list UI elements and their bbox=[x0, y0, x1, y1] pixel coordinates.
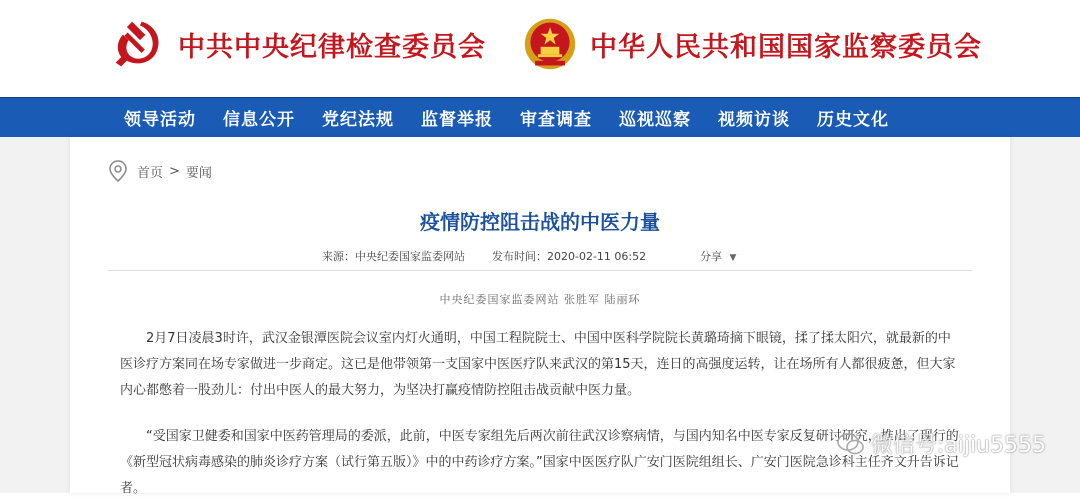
article-source bbox=[322, 248, 465, 264]
breadcrumb-home-link[interactable]: 首页 bbox=[137, 165, 164, 181]
nav-item-inspection[interactable]: 巡视巡察 bbox=[619, 110, 691, 130]
article-title: 疫情防控阻击战的中医力量 bbox=[420, 210, 660, 234]
source-label: 来源： bbox=[322, 250, 355, 263]
page-gutter-left bbox=[0, 137, 70, 493]
nav-item-investigation[interactable]: 审查调查 bbox=[520, 110, 592, 130]
ccdi-logo-block[interactable] bbox=[110, 16, 486, 72]
date-value: 2020-02-11 06:52 bbox=[547, 250, 647, 263]
nsc-logo-block[interactable] bbox=[522, 16, 982, 72]
caret-down-icon: ▼ bbox=[729, 253, 737, 263]
nsc-org-name: 中华人民共和国国家监察委员会 bbox=[590, 31, 982, 63]
share-button[interactable] bbox=[700, 248, 736, 264]
breadcrumb-separator: > bbox=[169, 163, 180, 179]
article-paragraph: 2月7日凌晨3时许，武汉金银潭医院会议室内灯火通明，中国工程院院士、中国中医科学院院长黄璐琦摘下眼镜，揉了揉太阳穴，就最新的中医诊疗方案同在场专家做进一步商定。这已是他带领第一支国家中医医疗队来武汉的第15天，连日的高强度运转，让在场所有人都很疲惫，但大家内心都憋着一股劲儿：付出中医人的最大努力，为坚决打赢疫情防控阻击战贡献中医力量。 bbox=[120, 331, 956, 398]
party-emblem-icon bbox=[110, 16, 166, 72]
location-pin-icon bbox=[108, 160, 128, 182]
nav-item-party-regulations[interactable]: 党纪法规 bbox=[322, 110, 394, 130]
date-label: 发布时间： bbox=[492, 250, 547, 263]
article-byline: 中央纪委国家监委网站 张胜军 陆丽环 bbox=[439, 293, 641, 306]
nav-item-video-interviews[interactable]: 视频访谈 bbox=[718, 110, 790, 130]
ccdi-org-name: 中共中央纪律检查委员会 bbox=[178, 31, 486, 63]
nav-item-info-disclosure[interactable]: 信息公开 bbox=[223, 110, 295, 130]
watermark-text: 微信号:aijiu5555 bbox=[870, 433, 1046, 458]
article-paragraph: “受国家卫健委和国家中医药管理局的委派，此前，中医专家组先后两次前往武汉诊察病情，与国内知名中医专家反复研讨研究，推出了现行的《新型冠状病毒感染的肺炎诊疗方案（试行第五版）》中的中药诊疗方案。”国家中医医疗队广安门医院组组长、广安门医院急诊科主任齐文升告诉记者。 bbox=[120, 429, 959, 496]
nav-item-leadership[interactable]: 领导活动 bbox=[124, 110, 196, 130]
breadcrumb bbox=[108, 160, 212, 182]
nav-item-report[interactable]: 监督举报 bbox=[421, 110, 493, 130]
source-value: 中央纪委国家监委网站 bbox=[355, 250, 465, 263]
wechat-icon bbox=[837, 433, 865, 455]
wechat-watermark bbox=[837, 428, 1046, 459]
site-header bbox=[0, 0, 1080, 97]
national-emblem-icon bbox=[522, 16, 578, 72]
nav-item-history-culture[interactable]: 历史文化 bbox=[817, 110, 889, 130]
breadcrumb-current-link[interactable]: 要闻 bbox=[185, 165, 212, 181]
main-nav bbox=[0, 97, 1080, 137]
article-date bbox=[492, 248, 646, 264]
share-label: 分享 bbox=[700, 250, 722, 263]
meta-divider bbox=[108, 270, 972, 271]
